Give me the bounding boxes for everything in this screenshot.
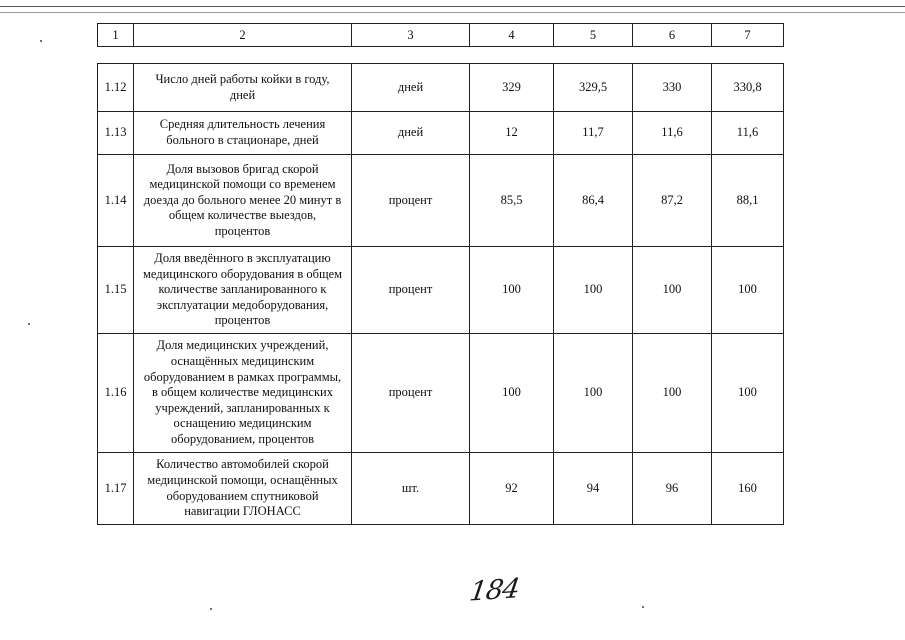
value-cell: 330,8: [712, 64, 784, 112]
header-cell: 5: [554, 24, 633, 47]
header-cell: 6: [633, 24, 712, 47]
unit-cell: шт.: [352, 453, 470, 525]
row-number: 1.13: [98, 112, 134, 155]
value-cell: 100: [554, 334, 633, 453]
value-cell: 100: [633, 334, 712, 453]
indicator-description: Количество автомобилей скорой медицинской помощи, оснащённых оборудованием спутниковой навигации ГЛОНАСС: [134, 453, 352, 525]
table-row: [98, 334, 784, 453]
column-number-header-table: [97, 23, 784, 47]
table-row: [98, 247, 784, 334]
value-cell: 86,4: [554, 155, 633, 247]
unit-cell: процент: [352, 334, 470, 453]
value-cell: 100: [470, 334, 554, 453]
header-cell: 4: [470, 24, 554, 47]
value-cell: 100: [554, 247, 633, 334]
value-cell: 100: [470, 247, 554, 334]
value-cell: 96: [633, 453, 712, 525]
value-cell: 11,6: [712, 112, 784, 155]
indicator-description: Число дней работы койки в году, дней: [134, 64, 352, 112]
indicator-description: Доля введённого в эксплуатацию медицинского оборудования в общем количестве запланированного к эксплуатации медоборудования, процентов: [134, 247, 352, 334]
unit-cell: дней: [352, 64, 470, 112]
value-cell: 85,5: [470, 155, 554, 247]
header-cell: 7: [712, 24, 784, 47]
value-cell: 100: [712, 247, 784, 334]
row-number: 1.16: [98, 334, 134, 453]
value-cell: 12: [470, 112, 554, 155]
row-number: 1.17: [98, 453, 134, 525]
value-cell: 88,1: [712, 155, 784, 247]
header-row: [98, 24, 784, 47]
value-cell: 160: [712, 453, 784, 525]
value-cell: 100: [633, 247, 712, 334]
table-row: [98, 64, 784, 112]
scan-border-line: [0, 6, 905, 7]
value-cell: 11,6: [633, 112, 712, 155]
value-cell: 329,5: [554, 64, 633, 112]
indicator-description: Доля медицинских учреждений, оснащённых медицинским оборудованием в рамках программы, в общем количестве медицинских учреждений, запланированных к оснащению медицинским оборудованием, процентов: [134, 334, 352, 453]
header-cell: 2: [134, 24, 352, 47]
handwritten-page-number: 184: [467, 573, 522, 608]
scan-speck: [642, 606, 644, 608]
value-cell: 11,7: [554, 112, 633, 155]
indicators-table: [97, 63, 784, 525]
value-cell: 87,2: [633, 155, 712, 247]
row-number: 1.15: [98, 247, 134, 334]
scan-border-line: [0, 12, 905, 13]
table-row: [98, 112, 784, 155]
scan-speck: [28, 323, 30, 325]
scan-speck: [40, 40, 42, 42]
row-number: 1.14: [98, 155, 134, 247]
value-cell: 330: [633, 64, 712, 112]
indicator-description: Доля вызовов бригад скорой медицинской помощи со временем доезда до больного менее 20 минут в общем количестве выездов, процентов: [134, 155, 352, 247]
header-cell: 1: [98, 24, 134, 47]
table-row: [98, 453, 784, 525]
indicator-description: Средняя длительность лечения больного в стационаре, дней: [134, 112, 352, 155]
table-row: [98, 155, 784, 247]
unit-cell: дней: [352, 112, 470, 155]
value-cell: 100: [712, 334, 784, 453]
value-cell: 329: [470, 64, 554, 112]
unit-cell: процент: [352, 155, 470, 247]
value-cell: 92: [470, 453, 554, 525]
scan-speck: [210, 608, 212, 610]
unit-cell: процент: [352, 247, 470, 334]
value-cell: 94: [554, 453, 633, 525]
row-number: 1.12: [98, 64, 134, 112]
header-cell: 3: [352, 24, 470, 47]
